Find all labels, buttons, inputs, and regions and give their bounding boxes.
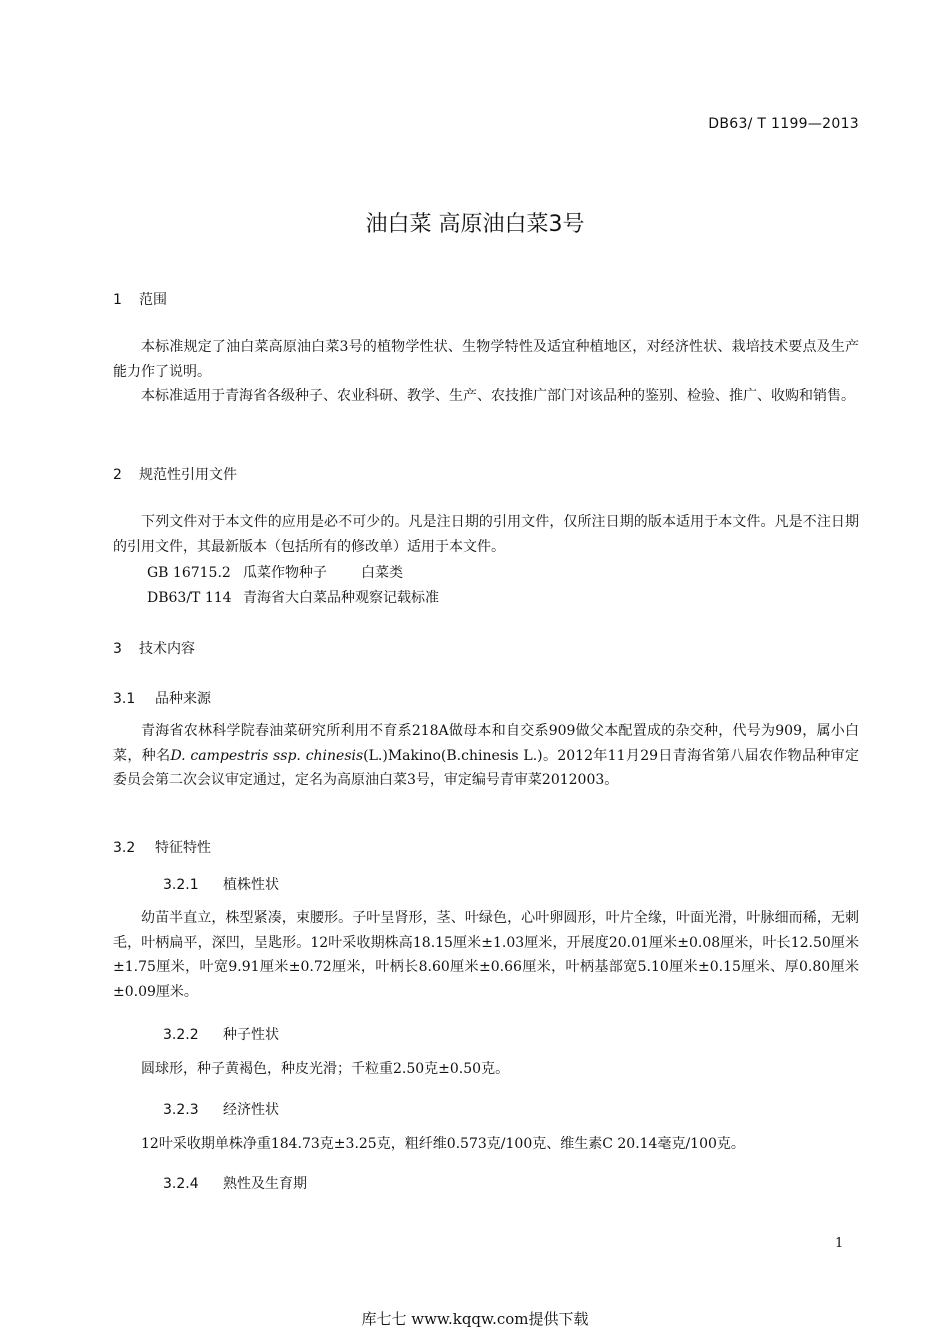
section-heading-3-2-2 bbox=[163, 1024, 279, 1044]
reference-code: DB63/T 114 bbox=[147, 590, 232, 606]
paragraph-plant-traits: 幼苗半直立，株型紧凑，束腰形。子叶呈肾形，茎、叶绿色，心叶卵圆形，叶片全缘，叶面光滑，叶脉细而稀，无刺毛，叶柄扁平，深凹，呈匙形。12叶采收期株高18.15厘米±1.03厘米，开展度20.01厘米±0.08厘米，叶长12.50厘米±1.75厘米，叶宽9.91厘米±0.72厘米，叶柄长8.60厘米±0.66厘米，叶柄基部宽5.10厘米±0.15厘米、厚0.80厘米±0.09厘米。 bbox=[113, 910, 859, 1000]
section-number: 1 bbox=[113, 292, 122, 308]
section-heading-3-2-1 bbox=[163, 874, 279, 894]
reference-item bbox=[147, 587, 439, 607]
section-number: 2 bbox=[113, 467, 122, 483]
section-title: 植株性状 bbox=[223, 877, 279, 893]
section-title: 品种来源 bbox=[155, 691, 211, 707]
paragraph-scope-2: 本标准适用于青海省各级种子、农业科研、教学、生产、农技推广部门对该品种的鉴别、检验、推广、收购和销售。 bbox=[141, 388, 855, 404]
origin-text-b: (L.)Makino(B.chinesis L.)。2012年11月29日青海省第八届农作物品种审定委员会第二次会议审定通过，定名为高原油白菜3号，审定编号青审菜2012003。 bbox=[113, 747, 860, 788]
section-number: 3.1 bbox=[113, 691, 136, 707]
section-heading-3-1 bbox=[113, 688, 211, 708]
section-heading-1 bbox=[113, 289, 167, 309]
document-title: 油白菜 高原油白菜3号 bbox=[365, 212, 585, 237]
paragraph-economic-traits: 12叶采收期单株净重184.73克±3.25克，粗纤维0.573克/100克、维生素C 20.14毫克/100克。 bbox=[141, 1136, 745, 1152]
section-title: 经济性状 bbox=[223, 1102, 279, 1118]
paragraph-origin bbox=[113, 719, 859, 793]
section-number: 3.2.4 bbox=[163, 1176, 199, 1192]
reference-name: 青海省大白菜品种观察记载标准 bbox=[243, 590, 439, 606]
paragraph-normative: 下列文件对于本文件的应用是必不可少的。凡是注日期的引用文件，仅所注日期的版本适用于本文件。凡是不注日期的引用文件，其最新版本（包括所有的修改单）适用于本文件。 bbox=[113, 514, 859, 555]
section-title: 规范性引用文件 bbox=[139, 467, 237, 483]
section-number: 3.2.3 bbox=[163, 1102, 199, 1118]
section-title: 范围 bbox=[139, 292, 167, 308]
section-title: 熟性及生育期 bbox=[223, 1176, 307, 1192]
section-heading-2 bbox=[113, 464, 237, 484]
origin-text-a: 青海省农林科学院春油菜研究所利用不育系218A做母本和自交系909做父本配置成的杂交种，代号为909，属小白菜，种名 bbox=[113, 723, 859, 764]
section-title: 特征特性 bbox=[155, 840, 211, 856]
footer-watermark: 库七七 www.kqqw.com提供下载 bbox=[361, 1310, 589, 1328]
standard-number: DB63/ T 1199—2013 bbox=[708, 116, 859, 132]
section-title: 种子性状 bbox=[223, 1027, 279, 1043]
section-heading-3-2-4 bbox=[163, 1173, 307, 1193]
reference-name: 瓜菜作物种子 bbox=[243, 565, 327, 581]
section-heading-3-2-3 bbox=[163, 1099, 279, 1119]
reference-subname: 白菜类 bbox=[361, 565, 403, 581]
section-heading-3 bbox=[113, 638, 195, 658]
reference-code: GB 16715.2 bbox=[147, 565, 231, 581]
paragraph-seed-traits: 圆球形，种子黄褐色，种皮光滑；千粒重2.50克±0.50克。 bbox=[141, 1061, 510, 1077]
section-number: 3.2.1 bbox=[163, 877, 199, 893]
section-number: 3.2 bbox=[113, 840, 136, 856]
latin-name: D. campestris ssp. chinesis bbox=[170, 747, 364, 764]
reference-item bbox=[147, 562, 403, 582]
section-heading-3-2 bbox=[113, 837, 211, 857]
section-number: 3 bbox=[113, 641, 122, 657]
paragraph-scope-1: 本标准规定了油白菜高原油白菜3号的植物学性状、生物学特性及适宜种植地区，对经济性状、栽培技术要点及生产能力作了说明。 bbox=[113, 339, 859, 380]
section-number: 3.2.2 bbox=[163, 1027, 199, 1043]
page-number: 1 bbox=[835, 1236, 844, 1251]
section-title: 技术内容 bbox=[139, 641, 195, 657]
